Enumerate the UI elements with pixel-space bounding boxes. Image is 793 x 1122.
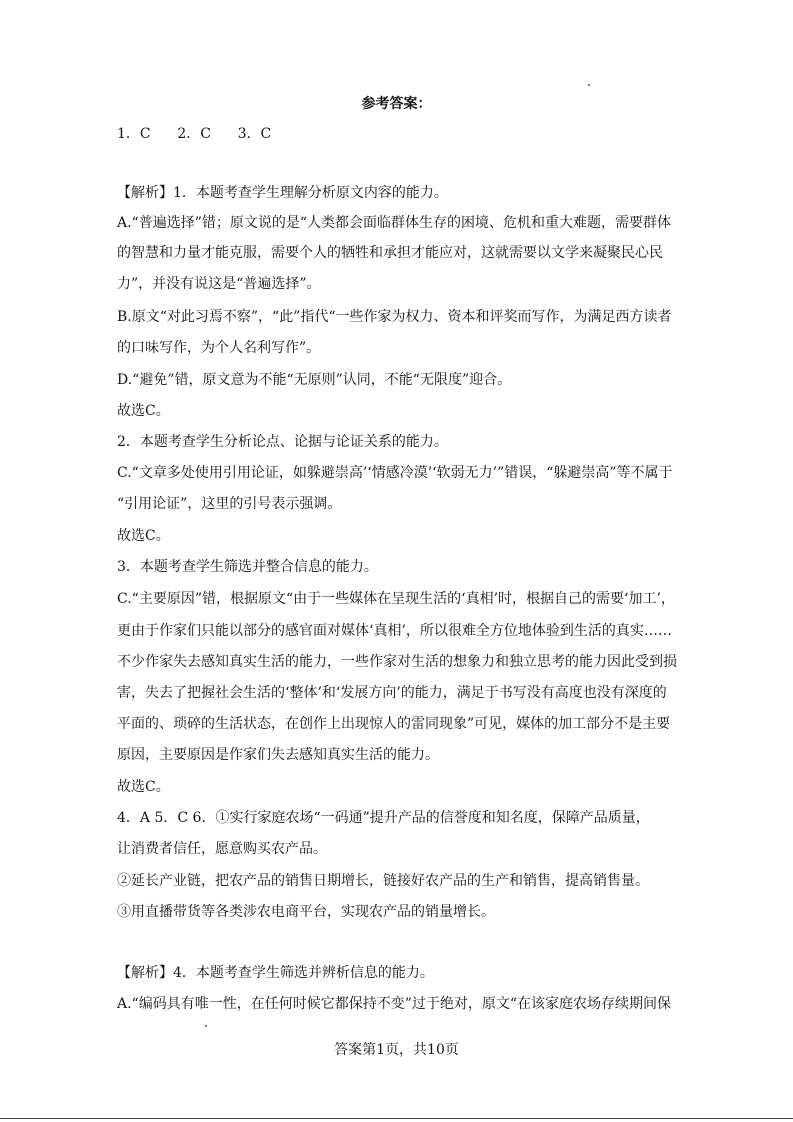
text-line: ②延长产业链，把农产品的销售日期增长，链接好农产品的生产和销售，提高销售量。 bbox=[117, 873, 649, 889]
text-line: 4．A 5．C 6．①实行家庭农场“一码通”提升产品的信誉度和知名度，保障产品质量， bbox=[117, 810, 650, 826]
text-line: 2．本题考查学生分析论点、论据与论证关系的能力。 bbox=[117, 434, 448, 450]
text-line: 不少作家失去感知真实生活的能力，一些作家对生活的想象力和独立思考的能力因此受到损 bbox=[117, 654, 677, 670]
text-line: 【解析】1．本题考查学生理解分析原文内容的能力。 bbox=[117, 185, 448, 201]
text-line: D.“避免”错，原文意为不能“无原则”认同，不能“无限度”迎合。 bbox=[117, 372, 512, 388]
text-line: 更由于作家们只能以部分的感官面对媒体‘真相’，所以很难全方位地体验到生活的真实…… bbox=[117, 623, 672, 639]
text-line: 的智慧和力量才能克服，需要个人的牺牲和承担才能应对，这就需要以文学来凝聚民心民 bbox=[117, 245, 663, 261]
text-line: C.“主要原因”错，根据原文“由于一些媒体在呈现生活的‘真相’时，根据自己的需要‘加工’， bbox=[117, 591, 675, 607]
text-line: 的口味写作，为个人名利写作”。 bbox=[117, 340, 321, 356]
text-line: ③用直播带货等各类涉农电商平台，实现农产品的销量增长。 bbox=[117, 904, 495, 920]
page-title: 参考答案： bbox=[361, 96, 432, 112]
text-line: 平面的、琐碎的生活状态，在创作上出现惊人的雷同现象”可见，媒体的加工部分不是主要 bbox=[117, 716, 671, 732]
text-line: “引用论证”，这里的引号表示强调。 bbox=[117, 496, 342, 512]
bottom-rule bbox=[0, 1118, 793, 1119]
text-line: 3．本题考查学生筛选并整合信息的能力。 bbox=[117, 559, 378, 575]
text-line: 力”，并没有说这是“普遍选择”。 bbox=[117, 276, 321, 292]
text-line: 故选C。 bbox=[117, 403, 170, 419]
text-line: 让消费者信任，愿意购买农产品。 bbox=[117, 841, 327, 857]
scan-speck bbox=[588, 84, 590, 86]
page-footer: 答案第1页，共10页 bbox=[334, 1042, 459, 1058]
text-line: B.原文“对此习焉不察”，“此”指代“一些作家为权力、资本和评奖而写作，为满足西方读者 bbox=[117, 309, 672, 325]
text-line: 故选C。 bbox=[117, 779, 170, 795]
text-line: A.“编码具有唯一性，在任何时候它都保持不变”过于绝对，原文“在该家庭农场存续期间保 bbox=[117, 996, 672, 1012]
text-line: C.“文章多处使用引用论证，如躲避崇高’‘情感冷漠’‘软弱无力’”错误，“躲避崇高”等不属于 bbox=[117, 465, 673, 481]
text-line: 害，失去了把握社会生活的‘整体’和‘发展方向’的能力，满足于书写没有高度也没有深度的 bbox=[117, 685, 667, 701]
text-line: 故选C。 bbox=[117, 528, 170, 544]
answers-row: 1．C 2．C 3．C bbox=[117, 126, 272, 142]
scan-speck bbox=[205, 1025, 207, 1027]
text-line: 【解析】4．本题考查学生筛选并辨析信息的能力。 bbox=[117, 965, 434, 981]
text-line: A.“普遍选择”错；原文说的是“人类都会面临群体生存的困境、危机和重大难题，需要群体 bbox=[117, 215, 672, 231]
text-line: 原因，主要原因是作家们失去感知真实生活的能力。 bbox=[117, 747, 439, 763]
